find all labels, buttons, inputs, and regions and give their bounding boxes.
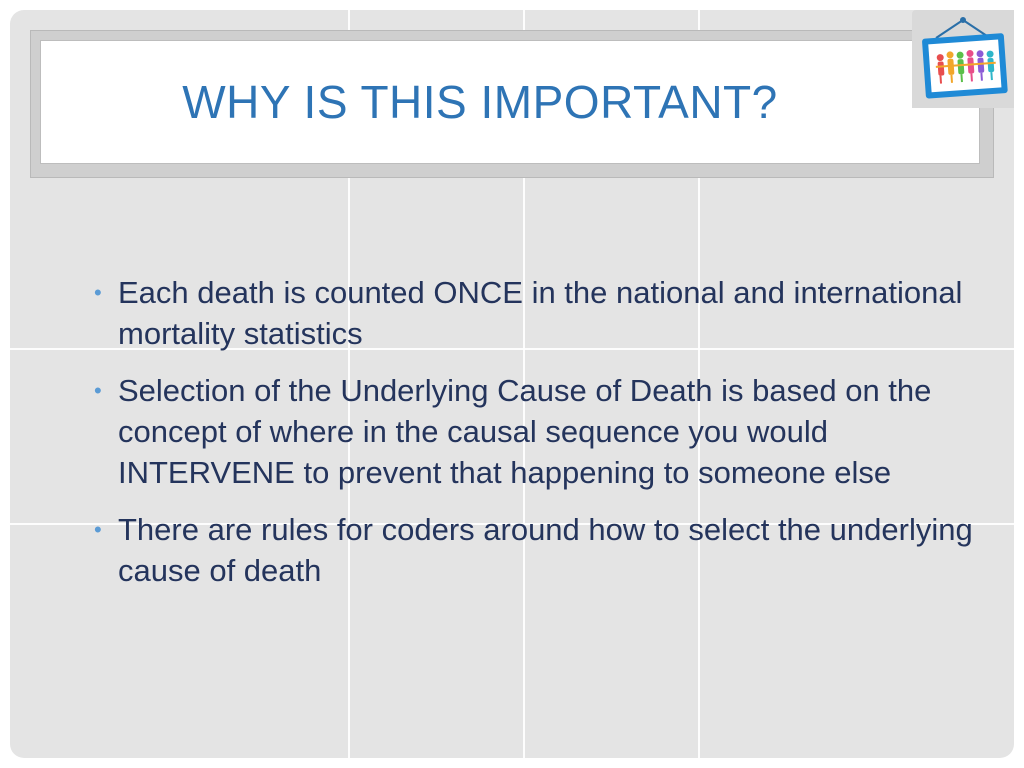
- bullet-icon: •: [94, 517, 102, 542]
- bullet-text: Each death is counted ONCE in the national and international mortality statistics: [118, 275, 963, 351]
- bullet-list: [88, 272, 978, 607]
- title-frame: [30, 30, 994, 178]
- slide-title: WHY IS THIS IMPORTANT?: [182, 76, 778, 128]
- bullet-icon: •: [94, 280, 102, 305]
- bullet-text: Selection of the Underlying Cause of Death is based on the concept of where in the causal sequence you would INTERVENE to prevent that happening to someone else: [118, 373, 932, 490]
- bullet-text: There are rules for coders around how to select the underlying cause of death: [118, 512, 973, 588]
- bullet-item: [88, 509, 978, 591]
- slide-background: [10, 10, 1014, 758]
- bullet-item: [88, 370, 978, 493]
- title-box: [40, 40, 980, 164]
- picture-frame-people-icon: [912, 10, 1014, 108]
- bullet-icon: •: [94, 378, 102, 403]
- bullet-item: [88, 272, 978, 354]
